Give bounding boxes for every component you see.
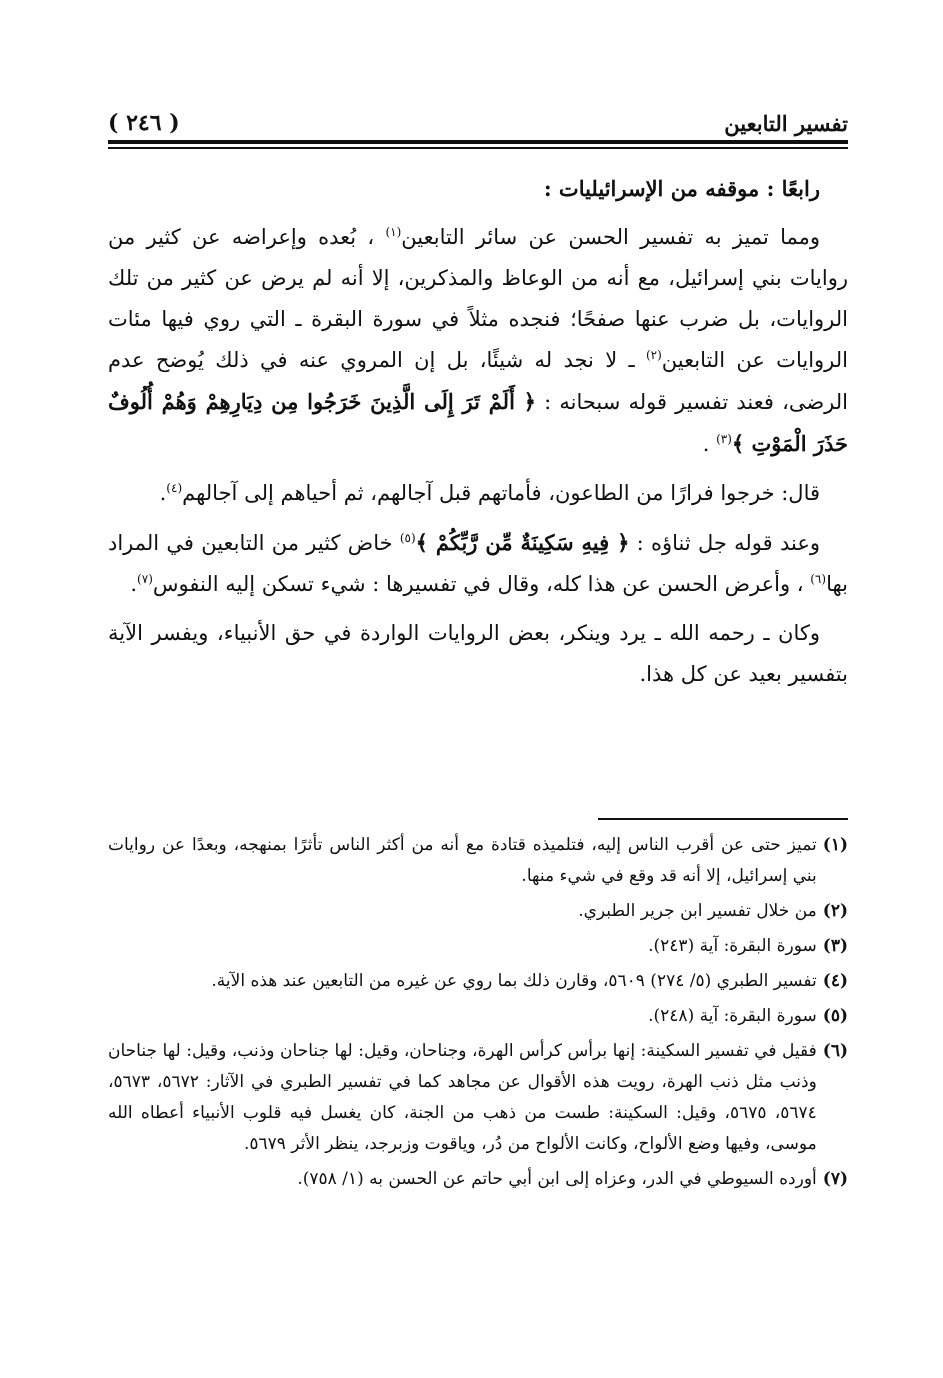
paragraph-text: . <box>159 481 167 505</box>
paragraph-2 <box>108 473 848 514</box>
footnote-item <box>108 966 848 997</box>
header-rule-thin <box>108 147 848 149</box>
paragraph-text: ، بُعده وإعراضه عن كثير من روايات بني إسرائيل، مع أنه من الوعاظ والمذكرين، إلا أنه لم يرض عن كثير من تلك الروايات، بل ضرب عنها صفحًا؛ فنجده مثلاً في سورة البقرة ـ التي روي فيها مئات الروايات عن التابعين <box>108 225 848 372</box>
footnote-item <box>108 896 848 927</box>
footnote-text: تميز حتى عن أقرب الناس إليه، فتلميذه قتادة مع أنه من أكثر الناس تأثرًا بمنهجه، وبعدًا عن روايات بني إسرائيل، إلا أنه قد وقع في شيء منها. <box>108 835 817 886</box>
footnote-number: (٦) <box>822 1041 848 1061</box>
footnote-item <box>108 1036 848 1160</box>
footnote-ref: (١) <box>385 225 402 239</box>
footnote-ref: (٧) <box>137 572 153 586</box>
footnote-text: سورة البقرة: آية (٢٤٣). <box>648 936 817 956</box>
footnote-item <box>108 1164 848 1195</box>
footnote-item <box>108 830 848 892</box>
paragraph-text: ـ لا نجد له شيئًا، بل إن المروي عنه في ذلك يُوضح عدم الرضى، فعند تفسير قوله سبحانه : <box>108 348 848 414</box>
footnote-number: (٣) <box>822 936 848 956</box>
page-header <box>108 92 848 136</box>
main-text <box>108 168 848 703</box>
book-title: تفسير التابعين <box>724 111 848 136</box>
footnote-number: (٤) <box>822 971 848 991</box>
footnote-item <box>108 931 848 962</box>
footnote-number: (١) <box>822 835 848 855</box>
footnote-text: فقيل في تفسير السكينة: إنها برأس كرأس الهرة، وجناحان، وقيل: لها جناحان وذنب، وقيل: لها جناحان وذنب مثل ذنب الهرة، رويت هذه الأقوال عن مجاهد كما في تفسير الطبري في الآثار: ٥٦٧٢، ٥٦٧٣، ٥٦٧٤، ٥٦٧٥، وقيل: السكينة: طست من ذهب من الجنة، كان يغسل فيه قلوب الأنبياء أعطاه الله موسى، وفيها وضع الألواح، وكانت الألواح من دُر، وياقوت وزبرجد، ينظر الأثر ٥٦٧٩. <box>108 1041 817 1154</box>
footnote-ref: (٣) <box>716 432 732 446</box>
footnote-item <box>108 1001 848 1032</box>
footnote-ref: (٢) <box>645 348 662 362</box>
section-heading: رابعًا : موقفه من الإسرائيليات : <box>543 176 820 201</box>
paragraph-text: ، وأعرض الحسن عن هذا كله، وقال في تفسيرها : شيء تسكن إليه النفوس <box>152 572 811 596</box>
paragraph-text: خاض كثير من التابعين في المراد بها <box>108 531 848 596</box>
paragraph-text: ومما تميز به تفسير الحسن عن سائر التابعين <box>401 225 821 249</box>
quran-verse: ﴿ أَلَمْ تَرَ إِلَى الَّذِينَ خَرَجُوا مِن دِيَارِهِمْ وَهُمْ أُلُوفٌ حَذَرَ الْمَوْتِ ﴾ <box>108 389 848 456</box>
quran-verse: ﴿ فِيهِ سَكِينَةٌ مِّن رَّبِّكُمْ ﴾ <box>415 530 630 555</box>
footnote-number: (٥) <box>822 1006 848 1026</box>
footnote-text: من خلال تفسير ابن جرير الطبري. <box>578 901 817 921</box>
paragraph-text: قال: خرجوا فرارًا من الطاعون، فأماتهم قبل آجالهم، ثم أحياهم إلى آجالهم <box>182 481 820 505</box>
paragraph-text: . <box>130 572 138 596</box>
paragraph-4: وكان ـ رحمه الله ـ يرد وينكر، بعض الروايات الواردة في حق الأنبياء، ويفسر الآية بتفسير بعيد عن كل هذا. <box>108 621 848 686</box>
footnote-text: أورده السيوطي في الدر، وعزاه إلى ابن أبي حاتم عن الحسن به (١/ ٧٥٨). <box>297 1169 817 1189</box>
paragraph-text: . <box>702 432 717 456</box>
header-rule-thick <box>108 140 848 144</box>
page-number: ( ٢٤٦ ) <box>108 110 180 136</box>
footnote-number: (٢) <box>822 901 848 921</box>
footnote-ref: (٥) <box>399 531 416 545</box>
footnotes <box>108 830 848 1199</box>
footnote-ref: (٤) <box>166 481 183 495</box>
footnote-text: تفسير الطبري (٥/ ٢٧٤) ٥٦٠٩، وقارن ذلك بما روي عن غيره من التابعين عند هذه الآية. <box>211 971 817 991</box>
paragraph-1 <box>108 217 848 465</box>
paragraph-3 <box>108 522 848 605</box>
footnote-ref: (٦) <box>810 572 827 586</box>
footnote-separator <box>598 818 848 820</box>
footnote-text: سورة البقرة: آية (٢٤٨). <box>648 1006 817 1026</box>
footnote-number: (٧) <box>822 1169 848 1189</box>
paragraph-text: وعند قوله جل ثناؤه : <box>629 531 820 555</box>
